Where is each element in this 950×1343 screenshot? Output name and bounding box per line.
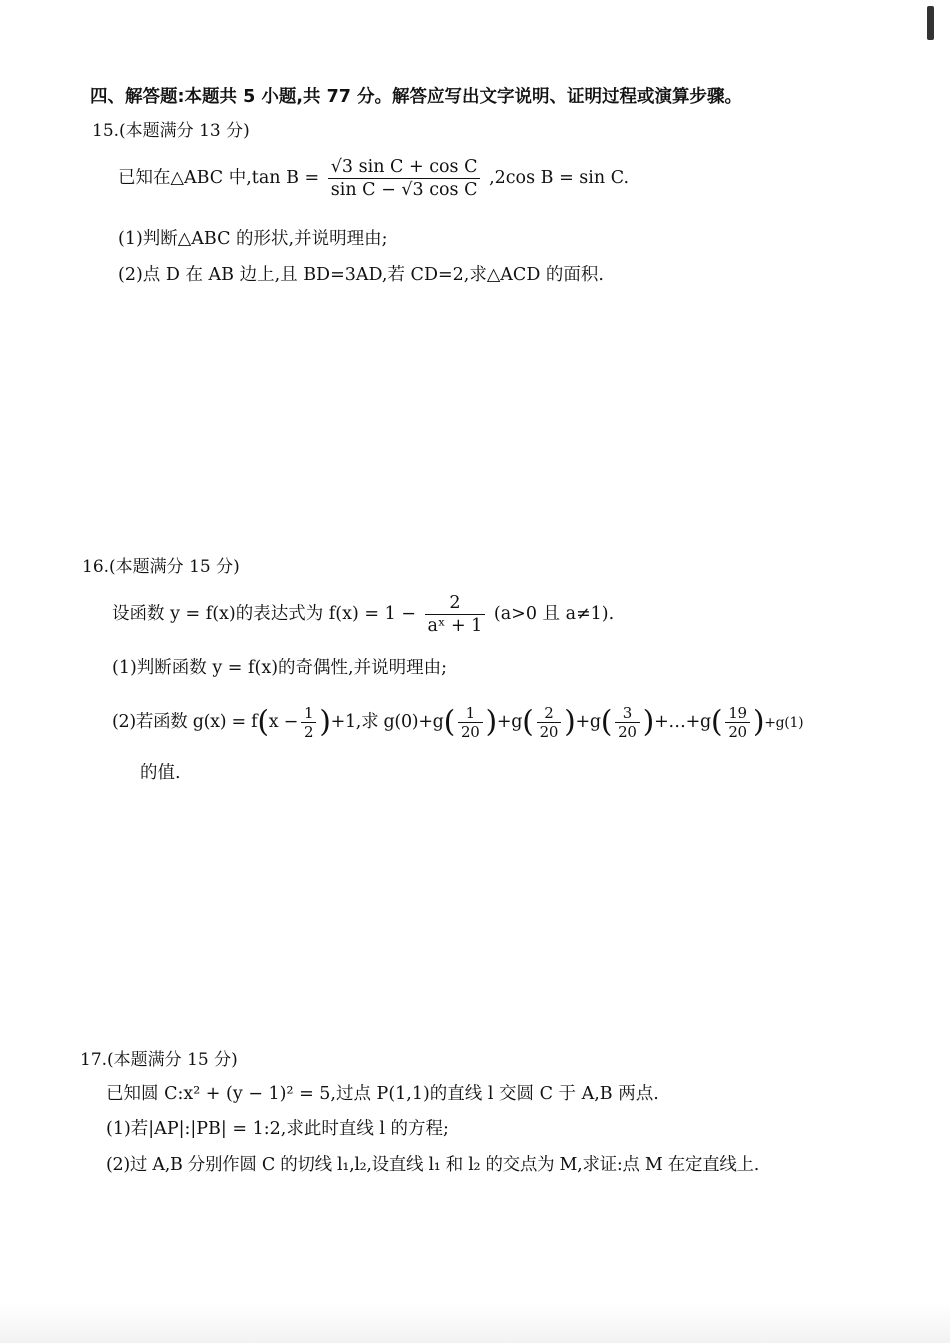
q15-part1: (1)判断△ABC 的形状,并说明理由; <box>118 229 388 249</box>
q16-fraction-numerator: 2 <box>449 593 461 613</box>
q16-part2-a: (2)若函数 g(x) = f <box>112 712 258 732</box>
q15-part2: (2)点 D 在 AB 边上,且 BD=3AD,若 CD=2,求△ACD 的面积. <box>118 265 604 285</box>
plus-g: +g <box>496 712 523 732</box>
q17-title: 17.(本题满分 15 分) <box>80 1050 238 1070</box>
half-denominator: 2 <box>303 723 314 741</box>
q15-stem <box>118 156 629 201</box>
paren-close: ) <box>642 704 655 740</box>
q16-part2-c: +1,求 g(0)+g <box>330 712 444 732</box>
g19-numerator: 19 <box>728 704 747 722</box>
q15-stem-post: ,2cos B = sin C. <box>489 168 630 188</box>
paren-open: ( <box>522 704 534 740</box>
q15-stem-pre: 已知在△ABC 中,tan B = <box>118 168 320 188</box>
q17-stem: 已知圆 C:x² + (y − 1)² = 5,过点 P(1,1)的直线 l 交圆 C 于 A,B 两点. <box>106 1084 659 1104</box>
paren-close: ) <box>485 704 497 740</box>
q16-stem-pre: 设函数 y = f(x)的表达式为 f(x) = 1 − <box>112 604 416 624</box>
g2-fraction <box>537 704 562 741</box>
g1-fraction <box>458 704 483 741</box>
scan-edge-mark <box>927 6 934 40</box>
g3-numerator: 3 <box>622 704 633 722</box>
q15-fraction-numerator: √3 sin C + cos C <box>330 157 478 177</box>
q15-fraction-denominator: sin C − √3 cos C <box>330 180 478 200</box>
q17-part1: (1)若|AP|:|PB| = 1:2,求此时直线 l 的方程; <box>106 1119 449 1139</box>
q17-part2: (2)过 A,B 分别作圆 C 的切线 l₁,l₂,设直线 l₁ 和 l₂ 的交点为 M,求证:点 M 在定直线上. <box>106 1155 760 1175</box>
g2-numerator: 2 <box>544 704 554 722</box>
paren-open: ( <box>443 704 455 740</box>
q16-part2-b: x − <box>268 712 298 732</box>
q16-stem <box>112 592 614 637</box>
q16-part2 <box>112 704 803 741</box>
q16-part1: (1)判断函数 y = f(x)的奇偶性,并说明理由; <box>112 658 447 678</box>
g19-denominator: 20 <box>728 723 747 741</box>
dots-g: +…+g <box>654 712 711 732</box>
q16-fraction-denominator: aˣ + 1 <box>427 616 483 636</box>
q16-stem-post: (a>0 且 a≠1). <box>493 604 615 624</box>
g2-denominator: 20 <box>539 723 559 741</box>
paren-close: ) <box>752 704 765 740</box>
q15-fraction <box>328 156 481 201</box>
q16-fraction <box>425 592 486 637</box>
q15-title: 15.(本题满分 13 分) <box>92 121 250 141</box>
paren-open: ( <box>710 704 723 740</box>
q16-half-fraction <box>301 704 316 741</box>
section-header: 四、解答题:本题共 5 小题,共 77 分。解答应写出文字说明、证明过程或演算步骤。 <box>90 87 743 107</box>
paren-close: ) <box>319 704 331 740</box>
paren-close: ) <box>564 704 576 740</box>
g1-numerator: 1 <box>465 704 475 722</box>
half-numerator: 1 <box>303 704 314 722</box>
q16-part2-end: 的值. <box>140 763 181 783</box>
g3-fraction <box>615 704 640 741</box>
paren-open: ( <box>257 704 269 740</box>
plus-g: +g <box>575 712 601 732</box>
q16-title: 16.(本题满分 15 分) <box>82 557 240 577</box>
paren-open: ( <box>600 704 613 740</box>
g1-denominator: 20 <box>461 723 480 741</box>
q16-tail: +g(1) <box>764 715 804 731</box>
g3-denominator: 20 <box>618 723 637 741</box>
page-bottom-shade <box>0 1303 950 1343</box>
g19-fraction <box>725 704 750 741</box>
